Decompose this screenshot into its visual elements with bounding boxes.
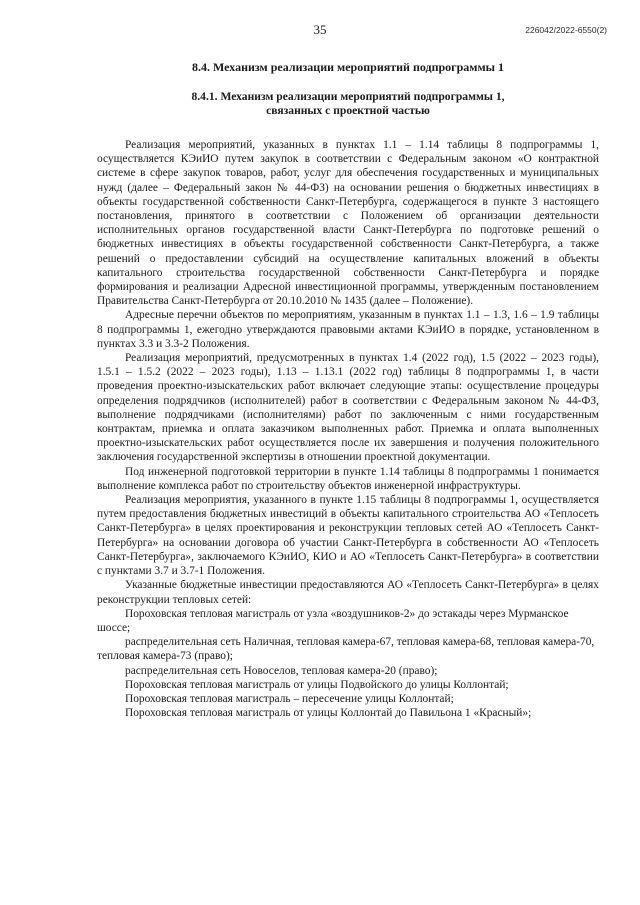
paragraph-address-lists: Адресные перечни объектов по мероприятиям, указанным в пунктах 1.1 – 1.3, 1.6 – 1.9 таблицы 8 подпрограммы 1, ежегодно утверждаются правовыми актами КЭиИО в порядке, установленном в пунктах 3.3 и 3.3-2 Положения.: [97, 309, 599, 350]
paragraph-investments-purpose: Указанные бюджетные инвестиции предоставляются АО «Теплосеть Санкт-Петербурга» в целях реконструкции тепловых сетей:: [97, 579, 599, 606]
section-title: 8.4. Механизм реализации мероприятий подпрограммы 1: [191, 60, 505, 74]
subsection-title-line-2: связанных с проектной частью: [266, 104, 430, 117]
paragraph-design-survey-works: Реализация мероприятий, предусмотренных в пунктах 1.4 (2022 год), 1.5 (2022 – 2023 годы), 1.5.1 – 1.5.2 (2022 – 2023 годы), 1.13 – 1.13.1 (2022 год) таблицы 8 подпрограммы 1, в части проведения проектно-изыскательских работ включает следующие этапы: осуществление процедуры определения подрядчиков (исполнителей) работ в соответствии с Федеральным законом № 44-ФЗ, выполнение подрядчиками (исполнителями) работ по заключенным с ними государственным контрактам, приемка и оплата заказчиком выполненных работ. Приемка и оплата выполненных проектно-изыскательских работ осуществляется после их завершения и получения положительного заключения государственной экспертизы в отношении проектной документации.: [97, 352, 599, 464]
list-item: Пороховская тепловая магистраль – пересечение улицы Коллонтай;: [125, 692, 454, 705]
document-body: [97, 60, 599, 720]
list-item: распределительная сеть Наличная, тепловая камера-67, тепловая камера-68, тепловая камера-70, тепловая камера-73 (право);: [97, 636, 595, 663]
list-item: Пороховская тепловая магистраль от улицы Коллонтай до Павильона 1 «Красный»;: [125, 707, 532, 720]
page-number: 35: [313, 22, 327, 37]
paragraph-teploset-investments: Реализация мероприятия, указанного в пункте 1.15 таблицы 8 подпрограммы 1, осуществляется путем предоставления бюджетных инвестиций в объекты капитального строительства АО «Теплосеть Санкт-Петербурга» в целях проектирования и реконструкции тепловых сетей АО «Теплосеть Санкт-Петербурга» на основании договора об участии Санкт-Петербурга в собственности АО «Теплосеть Санкт-Петербурга», заключаемого КЭиИО, КИО и АО «Теплосеть Санкт-Петербурга» в соответствии с пунктами 3.7 и 3.7-1 Положения.: [97, 494, 599, 578]
document-code: 226042/2022-6550(2): [525, 25, 607, 35]
list-item: Пороховская тепловая магистраль от улицы Подвойского до улицы Коллонтай;: [125, 678, 509, 691]
paragraph-engineering-preparation: Под инженерной подготовкой территории в пункте 1.14 таблицы 8 подпрограммы 1 понимается выполнение комплекса работ по строительству объектов инженерной инфраструктуры.: [97, 465, 599, 492]
paragraph-implementation-1-1-to-1-14: Реализация мероприятий, указанных в пунктах 1.1 – 1.14 таблицы 8 подпрограммы 1, осуществляется КЭиИО путем закупок в соответствии с Федеральным законом «О контрактной системе в сфере закупок товаров, работ, услуг для обеспечения государственных и муниципальных нужд (далее – Федеральный закон № 44-ФЗ) на основании решения о бюджетных инвестициях в объекты государственной собственности Санкт-Петербурга, содержащегося в пункте 3 настоящего постановления, принятого в соответствии с Положением об организации деятельности исполнительных органов государственной власти Санкт-Петербурга по подготовке решений о бюджетных инвестициях в объекты государственной собственности Санкт-Петербурга, а также решений о предоставлении субсидий на осуществление капитальных вложений в объекты капитального строительства государственной собственности Санкт-Петербурга и порядке формирования и реализации Адресной инвестиционной программы, утвержденным постановлением Правительства Санкт-Петербурга от 20.10.2010 № 1435 (далее – Положение).: [97, 139, 599, 308]
subsection-title-line-1: 8.4.1. Механизм реализации мероприятий подпрограммы 1,: [191, 90, 505, 103]
list-item: Пороховская тепловая магистраль от узла «воздушников-2» до эстакады через Мурманское шоссе;: [97, 607, 569, 634]
list-item: распределительная сеть Новоселов, тепловая камера-20 (право);: [125, 664, 438, 677]
subsection-title: [97, 90, 599, 118]
